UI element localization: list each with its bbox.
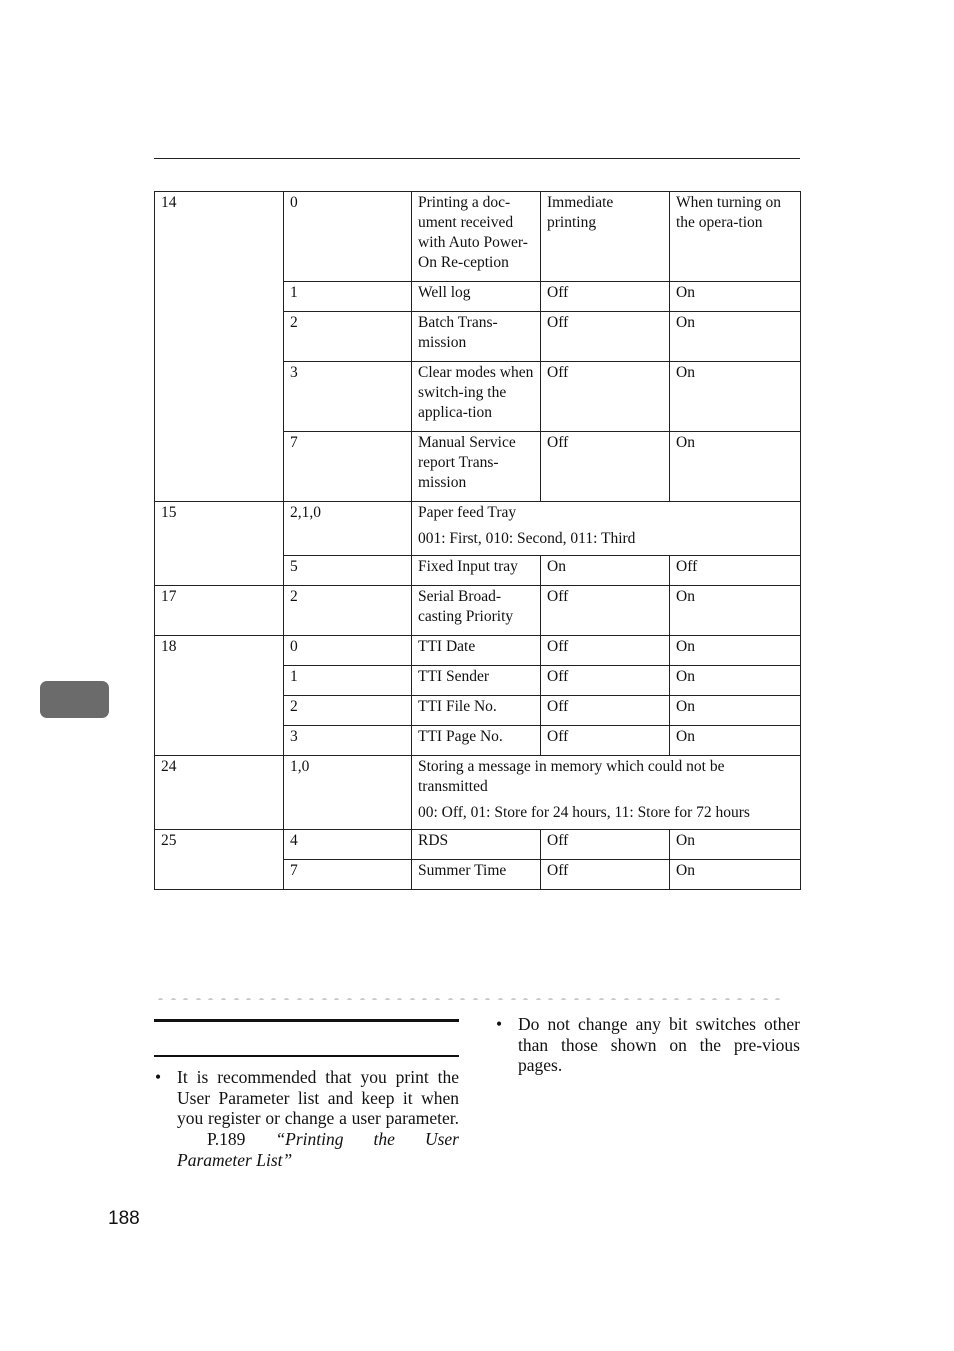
note-heading-top-rule bbox=[154, 1019, 459, 1022]
separator-dot bbox=[221, 998, 226, 1000]
bit-number-cell: 2 bbox=[284, 586, 412, 636]
value-1-cell: On bbox=[670, 636, 801, 666]
separator-dot bbox=[473, 998, 478, 1000]
separator-dot bbox=[208, 998, 213, 1000]
value-1-cell: On bbox=[670, 362, 801, 432]
separator-dot bbox=[536, 998, 541, 1000]
item-cell: Fixed Input tray bbox=[412, 556, 541, 586]
separator-dot bbox=[637, 998, 642, 1000]
value-1-cell: On bbox=[670, 860, 801, 890]
item-cell: Serial Broad-casting Priority bbox=[412, 586, 541, 636]
separator-dot bbox=[183, 998, 188, 1000]
bit-number-cell: 7 bbox=[284, 860, 412, 890]
separator-dot bbox=[561, 998, 566, 1000]
value-0-cell: Off bbox=[541, 860, 670, 890]
switch-number-cell: 15 bbox=[155, 502, 284, 586]
switch-number-cell: 17 bbox=[155, 586, 284, 636]
separator-dot bbox=[246, 998, 251, 1000]
separator-dot bbox=[649, 998, 654, 1000]
bit-number-cell: 1,0 bbox=[284, 756, 412, 830]
value-1-cell: On bbox=[670, 586, 801, 636]
separator-dot bbox=[750, 998, 755, 1000]
bit-number-cell: 1 bbox=[284, 282, 412, 312]
separator-dot bbox=[360, 998, 365, 1000]
item-cell: TTI Sender bbox=[412, 666, 541, 696]
table-row bbox=[155, 586, 801, 636]
item-cell: TTI Date bbox=[412, 636, 541, 666]
value-1-cell: On bbox=[670, 726, 801, 756]
separator-dot bbox=[586, 998, 591, 1000]
separator-dot bbox=[485, 998, 490, 1000]
page-number: 188 bbox=[108, 1208, 140, 1229]
separator-dot bbox=[372, 998, 377, 1000]
separator-dot bbox=[284, 998, 289, 1000]
value-1-cell: On bbox=[670, 696, 801, 726]
separator-dot bbox=[599, 998, 604, 1000]
separator-dot bbox=[687, 998, 692, 1000]
switch-number-cell: 24 bbox=[155, 756, 284, 830]
separator-dot bbox=[725, 998, 730, 1000]
table-row bbox=[155, 636, 801, 666]
item-cell: RDS bbox=[412, 830, 541, 860]
value-0-cell: Off bbox=[541, 282, 670, 312]
table-row bbox=[155, 830, 801, 860]
separator-dot bbox=[548, 998, 553, 1000]
separator-dot bbox=[322, 998, 327, 1000]
item-cell: Summer Time bbox=[412, 860, 541, 890]
table-row bbox=[155, 502, 801, 556]
separator-dot bbox=[700, 998, 705, 1000]
separator-dot bbox=[196, 998, 201, 1000]
separator-dot bbox=[448, 998, 453, 1000]
separator-dot bbox=[460, 998, 465, 1000]
bullet-icon: • bbox=[496, 1014, 503, 1034]
note-bullet-left bbox=[155, 1067, 459, 1171]
bit-number-cell: 2,1,0 bbox=[284, 502, 412, 556]
separator-dot bbox=[662, 998, 667, 1000]
bit-switch-table bbox=[154, 191, 801, 890]
bit-number-cell: 7 bbox=[284, 432, 412, 502]
table-row bbox=[155, 756, 801, 830]
separator-dot bbox=[498, 998, 503, 1000]
value-1-cell: Off bbox=[670, 556, 801, 586]
bit-number-cell: 5 bbox=[284, 556, 412, 586]
separator-dot bbox=[712, 998, 717, 1000]
separator-dot bbox=[763, 998, 768, 1000]
bit-number-cell: 2 bbox=[284, 696, 412, 726]
note-heading-bottom-rule bbox=[154, 1055, 459, 1057]
separator-dot bbox=[297, 998, 302, 1000]
item-text: Storing a message in memory which could not be transmitted bbox=[418, 758, 725, 795]
item-cell: Batch Trans-mission bbox=[412, 312, 541, 362]
value-0-cell: Immediate printing bbox=[541, 192, 670, 282]
reference-page: P.189 bbox=[207, 1129, 246, 1150]
header-rule bbox=[154, 158, 800, 159]
value-0-cell: Off bbox=[541, 696, 670, 726]
bit-number-cell: 4 bbox=[284, 830, 412, 860]
bit-number-cell: 2 bbox=[284, 312, 412, 362]
value-0-cell: Off bbox=[541, 432, 670, 502]
separator-dot bbox=[410, 998, 415, 1000]
item-cell: Manual Service report Trans-mission bbox=[412, 432, 541, 502]
separator-dot bbox=[309, 998, 314, 1000]
switch-number-cell: 14 bbox=[155, 192, 284, 502]
value-0-cell: Off bbox=[541, 726, 670, 756]
separator-dot bbox=[385, 998, 390, 1000]
separator-dot bbox=[158, 998, 163, 1000]
separator-dot bbox=[624, 998, 629, 1000]
value-1-cell: On bbox=[670, 666, 801, 696]
bit-number-cell: 0 bbox=[284, 192, 412, 282]
value-0-cell: Off bbox=[541, 636, 670, 666]
separator-dot bbox=[234, 998, 239, 1000]
value-0-cell: Off bbox=[541, 586, 670, 636]
separator-dot bbox=[574, 998, 579, 1000]
item-text: Paper feed Tray bbox=[418, 504, 517, 521]
separator-dot bbox=[347, 998, 352, 1000]
item-cell: TTI Page No. bbox=[412, 726, 541, 756]
value-1-cell: When turning on the opera-tion bbox=[670, 192, 801, 282]
separator-dot bbox=[334, 998, 339, 1000]
separator-dot bbox=[271, 998, 276, 1000]
reference-title: “Printing the User Parameter List” bbox=[177, 1129, 459, 1170]
value-0-cell: Off bbox=[541, 666, 670, 696]
bit-number-cell: 3 bbox=[284, 362, 412, 432]
separator-dot bbox=[611, 998, 616, 1000]
bit-number-cell: 3 bbox=[284, 726, 412, 756]
item-span-cell bbox=[412, 756, 801, 830]
separator-dot bbox=[523, 998, 528, 1000]
value-0-cell: Off bbox=[541, 312, 670, 362]
separator-dot bbox=[259, 998, 264, 1000]
item-span-cell bbox=[412, 502, 801, 556]
item-settings-text: 00: Off, 01: Store for 24 hours, 11: Store for 72 hours bbox=[418, 804, 750, 821]
separator-dot bbox=[171, 998, 176, 1000]
item-cell: Well log bbox=[412, 282, 541, 312]
separator-dot bbox=[397, 998, 402, 1000]
note-bullet-right bbox=[496, 1014, 800, 1076]
value-0-cell: Off bbox=[541, 362, 670, 432]
note-text: Do not change any bit switches other than those shown on the pre-vious pages. bbox=[518, 1014, 800, 1076]
value-1-cell: On bbox=[670, 432, 801, 502]
separator-dot bbox=[422, 998, 427, 1000]
value-1-cell: On bbox=[670, 282, 801, 312]
separator-dot bbox=[737, 998, 742, 1000]
item-cell: Clear modes when switch-ing the applica-tion bbox=[412, 362, 541, 432]
bit-number-cell: 1 bbox=[284, 666, 412, 696]
item-cell: Printing a doc-ument received with Auto Power-On Re-ception bbox=[412, 192, 541, 282]
item-settings-text: 001: First, 010: Second, 011: Third bbox=[418, 530, 636, 547]
item-cell: TTI File No. bbox=[412, 696, 541, 726]
separator-dot bbox=[511, 998, 516, 1000]
dotted-separator bbox=[158, 990, 798, 1000]
value-0-cell: Off bbox=[541, 830, 670, 860]
bullet-icon: • bbox=[155, 1067, 162, 1087]
value-0-cell: On bbox=[541, 556, 670, 586]
note-text: It is recommended that you print the User Parameter list and keep it when you register or change a user parameter. bbox=[177, 1067, 459, 1129]
bit-number-cell: 0 bbox=[284, 636, 412, 666]
table-row bbox=[155, 192, 801, 282]
separator-dot bbox=[674, 998, 679, 1000]
switch-number-cell: 18 bbox=[155, 636, 284, 756]
value-1-cell: On bbox=[670, 312, 801, 362]
separator-dot bbox=[435, 998, 440, 1000]
chapter-tab bbox=[40, 681, 109, 718]
switch-number-cell: 25 bbox=[155, 830, 284, 890]
separator-dot bbox=[775, 998, 780, 1000]
value-1-cell: On bbox=[670, 830, 801, 860]
